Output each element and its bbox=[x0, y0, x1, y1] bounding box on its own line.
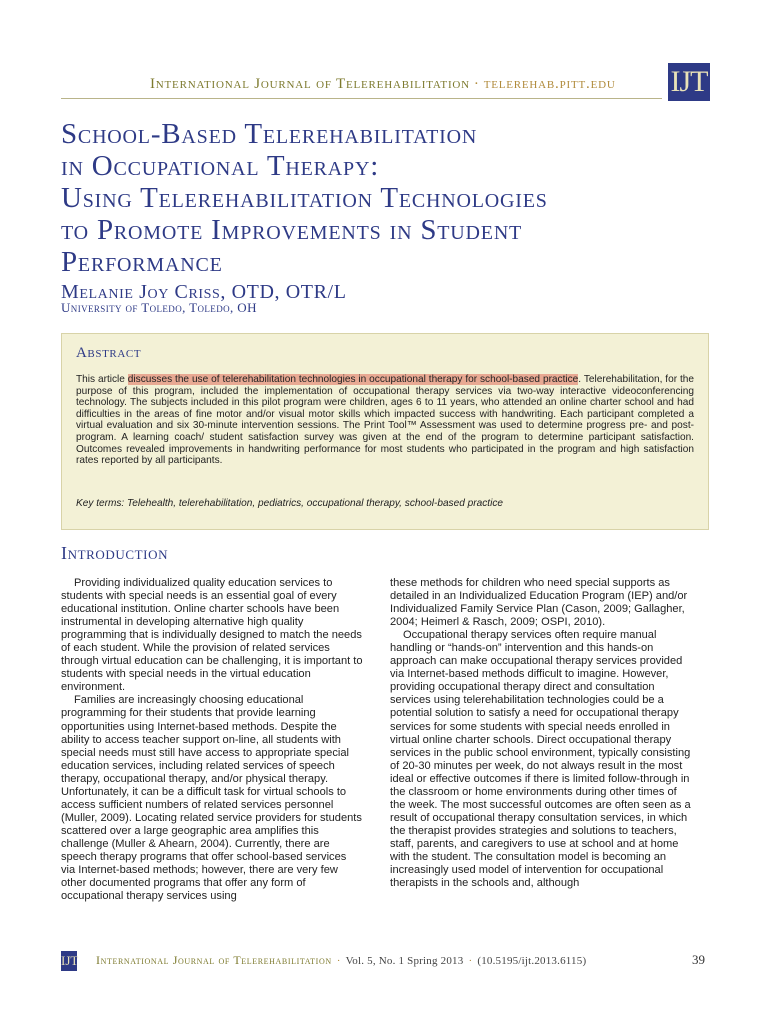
page-number: 39 bbox=[692, 952, 705, 967]
introduction-heading: Introduction bbox=[61, 543, 169, 563]
title-line: to Promote Improvements in Student bbox=[61, 214, 523, 246]
key-terms: Key terms: Telehealth, telerehabilitation, pediatrics, occupational therapy, school-based practice bbox=[76, 498, 503, 509]
footer-separator: · bbox=[336, 955, 341, 967]
abstract-lead: This article bbox=[76, 374, 128, 385]
footer-doi[interactable]: (10.5195/ijt.2013.6115) bbox=[477, 955, 587, 967]
paragraph: Occupational therapy services often require manual handling or “hands-on” intervention and this hands-on approach can make occupational therapy services provided via Internet-based methods difficult to imagine. However, providing occupational therapy direct and consultation services using telerehabilitation technologies could be a potential solution to satisfy a need for occupational therapy services for some students with special needs enrolled in virtual online charter schools. Direct occupational therapy services in the public school environment, typically consisting of 20-30 minutes per week, do not always result in the most ideal or effective outcomes if there is limited follow-through in the classroom or home environments during other times of the week. The most successful outcomes are often seen as a result of occupational therapy consultation services, in which the therapist provides strategies and solutions to teachers, staff, parents, and caregivers to use at school and at home with the student. The consultation model is becoming an increasingly used model of intervention for occupational therapists in the schools and, although bbox=[390, 629, 691, 890]
title-line: Performance bbox=[61, 246, 223, 278]
abstract-highlight[interactable]: discusses the use of telerehabilitation technologies in occupational therapy for school-based practice bbox=[127, 374, 579, 385]
footer-logo: IJT bbox=[61, 951, 77, 971]
footer-volume: Vol. 5, No. 1 Spring 2013 bbox=[345, 955, 464, 967]
left-column bbox=[61, 577, 363, 903]
header-divider bbox=[61, 98, 662, 99]
right-column bbox=[390, 577, 695, 890]
footer-citation bbox=[96, 953, 586, 968]
footer-separator: · bbox=[468, 955, 473, 967]
paragraph: Providing individualized quality education services to students with special needs is an essential goal of every educational institution. Online charter schools have been instrumental in developing alternative high quality programming that is individually designed to match the needs of each student. While the provision of related services through virtual education can be challenging, it is important to students with special needs in the virtual education environment. bbox=[61, 577, 363, 694]
abstract-text bbox=[76, 374, 694, 467]
abstract-box bbox=[61, 333, 709, 530]
title-line: School-Based Telerehabilitation bbox=[61, 118, 478, 150]
author-name: Melanie Joy Criss, OTD, OTR/L bbox=[61, 281, 347, 303]
paragraph-continuation: these methods for children who need special supports as detailed in an Individualized Education Program (IEP) and/or Individualized Family Service Plan (Cason, 2009; Gallagher, 2004; Heimerl & Rasch, 2009; OSPI, 2010). bbox=[390, 577, 688, 629]
header-journal-name: International Journal of Telerehabilitation bbox=[150, 76, 470, 92]
abstract-body: . Telerehabilitation, for the purpose of this program, included the implementation of occupational therapy services via two-way interactive videoconferencing technology. The subjects included in this pilot program were children, ages 6 to 11 years, who attended an online charter school and had difficulties in the areas of fine motor and/or visual motor skills which impacted success with handwriting. Each participant completed a virtual evaluation and six 30-minute intervention sessions. The Print Tool™ Assessment was used to determine progress pre- and post-program. A learning coach/ student satisfaction survey was given at the end of the program to determine participant satisfaction. Outcomes revealed improvements in handwriting performance for most students who participated in the program and high satisfaction rates reported by all participants. bbox=[76, 374, 694, 467]
journal-logo: IJT bbox=[668, 63, 710, 101]
title-line: Using Telerehabilitation Technologies bbox=[61, 182, 548, 214]
header-separator: · bbox=[473, 76, 480, 92]
author-affiliation: University of Toledo, Toledo, OH bbox=[61, 300, 257, 315]
paragraph: Families are increasingly choosing educational programming for their students that provide learning opportunities using Internet-based methods. Despite the ability to access teacher support on-line, all students with special needs must still have access to appropriate special education services, including related services of speech therapy, occupational therapy, and/or physical therapy. Unfortunately, it can be a difficult task for virtual schools to access sufficient numbers of related services personnel (Muller, 2009). Locating related service providers for students scattered over a large geographic area amplifies this challenge (Muller & Ahearn, 2004). Currently, there are speech therapy programs that offer school-based services via Internet-based methods; however, there are very few other documented programs that offer any form of occupational therapy services using bbox=[61, 694, 362, 903]
footer-journal-name: International Journal of Telerehabilitation bbox=[96, 953, 332, 967]
abstract-heading: Abstract bbox=[76, 345, 142, 361]
title-line: in Occupational Therapy: bbox=[61, 150, 380, 182]
journal-header bbox=[150, 76, 616, 93]
paper-title bbox=[61, 118, 701, 278]
header-url-link[interactable]: telerehab.pitt.edu bbox=[483, 76, 616, 92]
